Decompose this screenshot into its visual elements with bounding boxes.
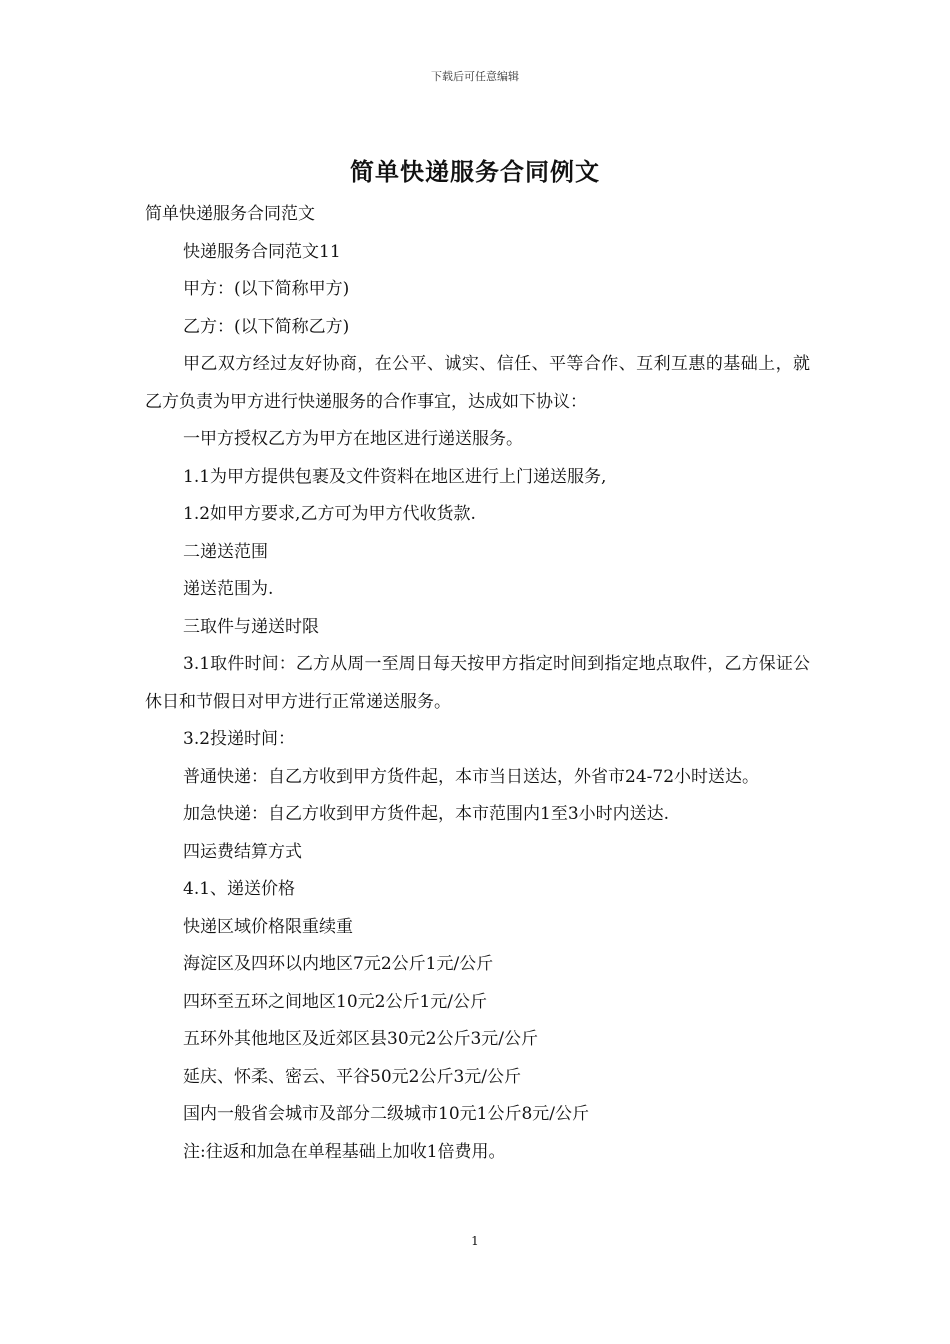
paragraph-party-b: 乙方：(以下简称乙方)	[183, 316, 350, 337]
paragraph-preamble: 甲乙双方经过友好协商，在公平、诚实、信任、平等合作、互利互惠的基础上，就乙方负责为甲方进行快递服务的合作事宜，达成如下协议：	[145, 354, 810, 412]
paragraph-party-a: 甲方：(以下简称甲方)	[183, 279, 350, 299]
paragraph: 快递服务合同范文11	[183, 241, 341, 262]
paragraph-standard-delivery: 普通快递：自乙方收到甲方货件起，本市当日送达，外省市24-72小时送达。	[183, 766, 760, 787]
clause-1-2: 1.2如甲方要求,乙方可为甲方代收货款.	[183, 504, 476, 524]
page-number: 1	[471, 1234, 479, 1248]
clause-3-1: 3.1取件时间：乙方从周一至周日每天按甲方指定时间到指定地点取件，乙方保证公休日和节假日对甲方进行正常递送服务。	[145, 654, 810, 712]
price-list-item: 五环外其他地区及近郊区县30元2公斤3元/公斤	[183, 1029, 538, 1049]
clause-1-1: 1.1为甲方提供包裹及文件资料在地区进行上门递送服务,	[183, 466, 607, 487]
clause-3-2: 3.2投递时间：	[183, 729, 296, 749]
header-note: 下载后可任意编辑	[431, 70, 519, 83]
paragraph-subtitle: 简单快递服务合同范文	[145, 204, 315, 224]
section-heading-1: 一甲方授权乙方为甲方在地区进行递送服务。	[183, 429, 523, 449]
document-title: 简单快递服务合同例文	[350, 157, 600, 186]
price-list-item: 海淀区及四环以内地区7元2公斤1元/公斤	[183, 954, 494, 974]
price-list-header: 快递区域价格限重续重	[183, 916, 353, 937]
paragraph: 递送范围为.	[183, 579, 274, 599]
section-heading-4: 四运费结算方式	[183, 841, 302, 862]
clause-4-1: 4.1、递送价格	[183, 879, 296, 899]
price-list-item: 四环至五环之间地区10元2公斤1元/公斤	[183, 991, 487, 1012]
price-note: 注:往返和加急在单程基础上加收1倍费用。	[183, 1141, 506, 1162]
document-body	[145, 196, 810, 1171]
price-list-item: 国内一般省会城市及部分二级城市10元1公斤8元/公斤	[183, 1104, 589, 1124]
paragraph-express-delivery: 加急快递：自乙方收到甲方货件起，本市范围内1至3小时内送达.	[183, 804, 670, 824]
section-heading-2: 二递送范围	[183, 541, 268, 562]
section-heading-3: 三取件与递送时限	[183, 616, 319, 637]
price-list-item: 延庆、怀柔、密云、平谷50元2公斤3元/公斤	[183, 1066, 521, 1087]
